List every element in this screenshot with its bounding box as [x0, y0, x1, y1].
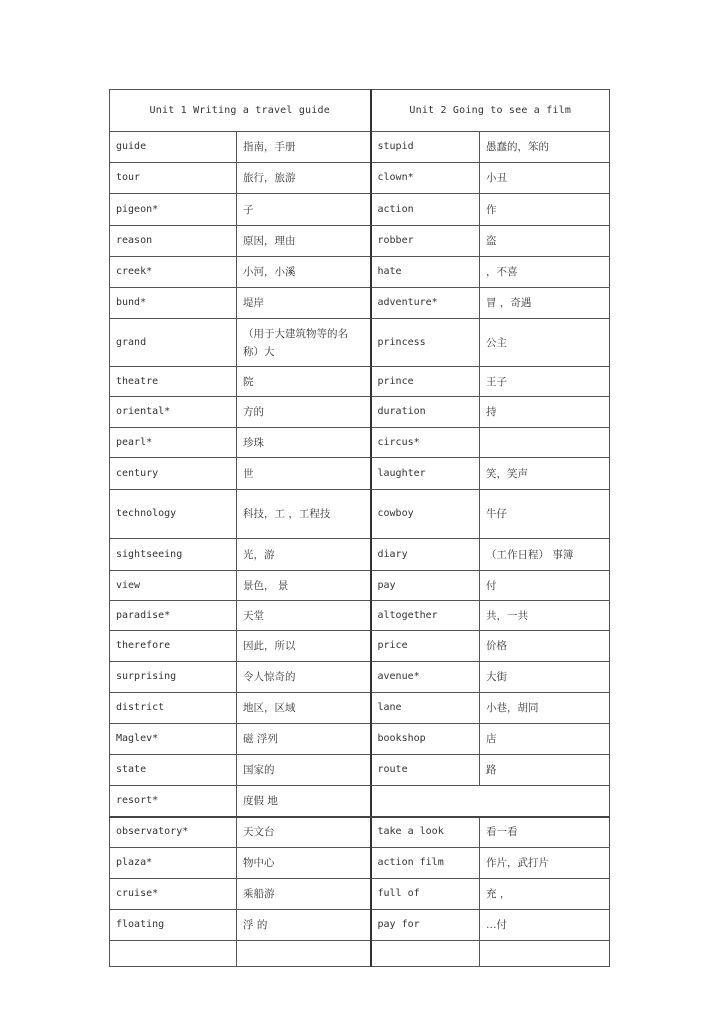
unit1-word: cruise* — [110, 879, 237, 910]
unit2-word: prince — [371, 367, 480, 397]
vocab-row — [110, 319, 610, 367]
vocab-row — [110, 571, 610, 601]
unit2-word: avenue* — [371, 662, 480, 693]
vocab-row — [110, 601, 610, 631]
unit2-meaning: 付 — [480, 571, 610, 601]
unit2-meaning: 小巷，胡同 — [480, 693, 610, 724]
unit1-word: oriental* — [110, 397, 237, 428]
unit1-word: therefore — [110, 631, 237, 662]
unit1-meaning: 浮 的 — [237, 910, 371, 941]
vocab-row — [110, 539, 610, 571]
vocab-row — [110, 817, 610, 848]
unit1-meaning: 磁 浮列 — [237, 724, 371, 755]
unit1-meaning: 度假 地 — [237, 786, 371, 817]
unit2-meaning: 店 — [480, 724, 610, 755]
unit1-meaning: 地区，区域 — [237, 693, 371, 724]
unit2-word: action — [371, 194, 480, 226]
unit1-word: bund* — [110, 288, 237, 319]
vocab-row — [110, 367, 610, 397]
unit1-meaning: （用于大建筑物等的名称）大 — [237, 319, 371, 367]
unit1-word: technology — [110, 490, 237, 539]
unit2-meaning: 小丑 — [480, 163, 610, 194]
unit2-word: pay for — [371, 910, 480, 941]
vocab-row — [110, 132, 610, 163]
vocab-row — [110, 662, 610, 693]
unit1-word: tour — [110, 163, 237, 194]
vocab-row — [110, 490, 610, 539]
unit1-meaning: 令人惊奇的 — [237, 662, 371, 693]
unit1-word: view — [110, 571, 237, 601]
unit2-meaning: …付 — [480, 910, 610, 941]
unit1-meaning — [237, 941, 371, 967]
unit2-word: clown* — [371, 163, 480, 194]
unit2-word: laughter — [371, 458, 480, 490]
vocab-row — [110, 879, 610, 910]
unit1-meaning: 乘船游 — [237, 879, 371, 910]
unit1-meaning: 国家的 — [237, 755, 371, 786]
unit1-meaning: 旅行，旅游 — [237, 163, 371, 194]
vocab-row — [110, 848, 610, 879]
unit2-word: stupid — [371, 132, 480, 163]
unit1-word: guide — [110, 132, 237, 163]
unit1-meaning: 世 — [237, 458, 371, 490]
unit2-meaning: 大街 — [480, 662, 610, 693]
unit1-word: plaza* — [110, 848, 237, 879]
unit2-meaning: 公主 — [480, 319, 610, 367]
vocab-row — [110, 693, 610, 724]
unit2-word: princess — [371, 319, 480, 367]
unit1-word: state — [110, 755, 237, 786]
unit2-meaning: 作 — [480, 194, 610, 226]
unit2-word: cowboy — [371, 490, 480, 539]
unit2-word: diary — [371, 539, 480, 571]
unit1-meaning: 原因，理由 — [237, 226, 371, 257]
vocab-row — [110, 194, 610, 226]
vocab-row — [110, 288, 610, 319]
vocab-row — [110, 786, 610, 817]
unit1-header: Unit 1 Writing a travel guide — [110, 90, 371, 132]
unit1-meaning: 景色， 景 — [237, 571, 371, 601]
unit1-meaning: 物中心 — [237, 848, 371, 879]
unit1-meaning: 珍珠 — [237, 428, 371, 458]
unit2-meaning: 持 — [480, 397, 610, 428]
unit1-word: surprising — [110, 662, 237, 693]
unit2-meaning: 笑，笑声 — [480, 458, 610, 490]
unit1-meaning: 天文台 — [237, 817, 371, 848]
vocab-row — [110, 163, 610, 194]
unit2-word: action film — [371, 848, 480, 879]
unit1-word: observatory* — [110, 817, 237, 848]
unit2-meaning: 愚蠢的，笨的 — [480, 132, 610, 163]
unit1-word: pearl* — [110, 428, 237, 458]
vocab-row — [110, 910, 610, 941]
unit2-meaning — [480, 941, 610, 967]
unit2-meaning: 看一看 — [480, 817, 610, 848]
unit2-word: robber — [371, 226, 480, 257]
unit2-meaning: 牛仔 — [480, 490, 610, 539]
unit1-word: reason — [110, 226, 237, 257]
unit2-meaning: 冒 ，奇遇 — [480, 288, 610, 319]
unit1-word: sightseeing — [110, 539, 237, 571]
vocab-row — [110, 755, 610, 786]
header-row — [110, 90, 610, 132]
unit2-word: altogether — [371, 601, 480, 631]
unit1-meaning: 堤岸 — [237, 288, 371, 319]
unit2-word: take a look — [371, 817, 480, 848]
vocab-row — [110, 257, 610, 288]
unit2-meaning: 共，一共 — [480, 601, 610, 631]
unit2-word: hate — [371, 257, 480, 288]
vocabulary-table — [109, 89, 610, 967]
unit2-word: pay — [371, 571, 480, 601]
vocab-row — [110, 941, 610, 967]
unit2-word: circus* — [371, 428, 480, 458]
unit2-meaning: ，不喜 — [480, 257, 610, 288]
unit1-word: district — [110, 693, 237, 724]
unit2-empty-cell — [371, 786, 610, 817]
vocab-row — [110, 428, 610, 458]
unit2-meaning: 价格 — [480, 631, 610, 662]
unit2-word: duration — [371, 397, 480, 428]
unit1-word: paradise* — [110, 601, 237, 631]
unit2-meaning: （工作日程） 事簿 — [480, 539, 610, 571]
unit2-meaning: 充 ， — [480, 879, 610, 910]
unit1-word: century — [110, 458, 237, 490]
vocab-row — [110, 226, 610, 257]
unit1-meaning: 方的 — [237, 397, 371, 428]
vocab-row — [110, 397, 610, 428]
unit2-word: full of — [371, 879, 480, 910]
unit2-meaning: 盗 — [480, 226, 610, 257]
unit2-word: route — [371, 755, 480, 786]
unit2-header: Unit 2 Going to see a film — [371, 90, 610, 132]
unit2-meaning: 王子 — [480, 367, 610, 397]
unit1-word: resort* — [110, 786, 237, 817]
unit2-meaning — [480, 428, 610, 458]
unit2-word: adventure* — [371, 288, 480, 319]
unit2-meaning: 路 — [480, 755, 610, 786]
unit1-meaning: 指南，手册 — [237, 132, 371, 163]
unit2-word: price — [371, 631, 480, 662]
unit1-word: creek* — [110, 257, 237, 288]
unit1-meaning: 因此，所以 — [237, 631, 371, 662]
unit1-meaning: 天堂 — [237, 601, 371, 631]
unit1-word: pigeon* — [110, 194, 237, 226]
unit2-word: lane — [371, 693, 480, 724]
unit1-meaning: 科技，工 ，工程技 — [237, 490, 371, 539]
unit1-meaning: 光，游 — [237, 539, 371, 571]
unit1-meaning: 子 — [237, 194, 371, 226]
unit1-meaning: 院 — [237, 367, 371, 397]
unit1-word: floating — [110, 910, 237, 941]
vocab-row — [110, 458, 610, 490]
unit1-word: grand — [110, 319, 237, 367]
vocab-row — [110, 631, 610, 662]
vocab-row — [110, 724, 610, 755]
unit2-word — [371, 941, 480, 967]
unit1-word — [110, 941, 237, 967]
unit2-word: bookshop — [371, 724, 480, 755]
unit1-word: theatre — [110, 367, 237, 397]
unit2-meaning: 作片，武打片 — [480, 848, 610, 879]
unit1-word: Maglev* — [110, 724, 237, 755]
unit1-meaning: 小河，小溪 — [237, 257, 371, 288]
